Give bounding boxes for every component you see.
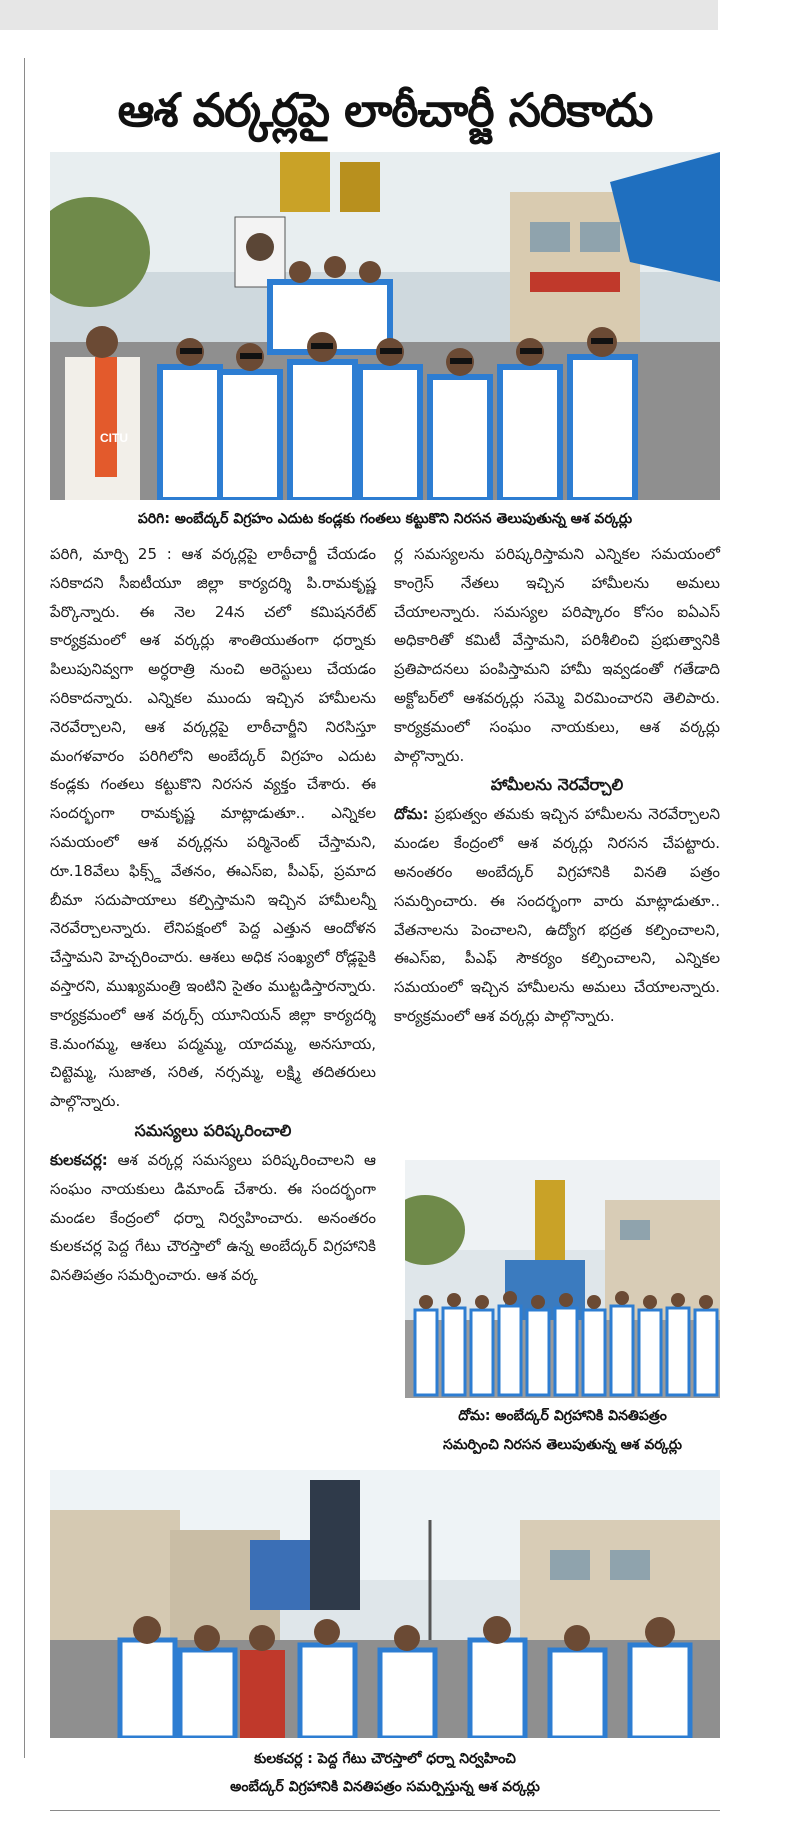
paragraph: కులకచర్ల: ఆశ వర్కర్ల సమస్యలు పరిష్కరించాలని ఆ సంఘం నాయకులు డిమాండ్ చేశారు. ఈ సందర్భంగా మండల కేంద్రంలో ధర్నా నిర్వహించారు. అనంతరం కులకచర్ల పెద్ద గేటు చౌరస్తాలో ఉన్న అంబేద్కర్ విగ్రహానికి వినతిపత్రం సమర్పించారు. ఆశ వర్క bbox=[50, 1150, 376, 1285]
column-rule bbox=[24, 58, 25, 1758]
paragraph: ర్ల సమస్యలను పరిష్కరిస్తామని ఎన్నికల సమయంలో కాంగ్రెస్ నేతలు ఇచ్చిన హామీలను అమలు చేయాలన్నారు. సమస్యల పరిష్కారం కోసం ఐఏఎస్ అధికారితో కమిటీ వేస్తామని, పరిశీలించి ప్రభుత్వానికి ప్రతిపాదనలు పంపిస్తామని హామీ ఇవ్వడంతో గతేడాది అక్టోబర్‌లో ఆశవర్కర్లు సమ్మె విరమించారని తెలిపారు. కార్యక్రమంలో సంఘం నాయకులు, ఆశ వర్కర్లు పాల్గొన్నారు. bbox=[394, 545, 720, 765]
sash-text: CITU bbox=[100, 431, 128, 445]
column-left bbox=[50, 540, 376, 1290]
paragraph: దోమ: ప్రభుత్వం తమకు ఇచ్చిన హామీలను నెరవేర్చాలని మండల కేంద్రంలో ఆశ వర్కర్లు నిరసన చేపట్టారు. అనంతరం అంబేద్కర్ విగ్రహానికి వినతి పత్రం సమర్పించారు. ఈ సందర్భంగా వారు మాట్లాడుతూ.. వేతనాలను పెంచాలని, ఉద్యోగ భద్రత కల్పించాలని, ఈఎస్ఐ, పీఎఫ్ సౌకర్యం కల్పించాలని, ఎన్నికల సమయంలో ఇచ్చిన హామీలను అమలు చేయాలన్నారు. కార్యక్రమంలో ఆశ వర్కర్లు పాల్గొన్నారు. bbox=[394, 805, 720, 1025]
paragraph: పరిగి, మార్చి 25 : ఆశ వర్కర్లపై లాఠీచార్జీ చేయడం సరికాదని సీఐటీయూ జిల్లా కార్యదర్శి పి.రామకృష్ణ పేర్కొన్నారు. ఈ నెల 24న చలో కమిషనరేట్ కార్యక్రమంలో ఆశ వర్కర్లు శాంతియుతంగా ధర్నాకు పిలుపునివ్వగా అర్ధరాత్రి నుంచి అరెస్టులు చేయడం సరికాదన్నారు. ఎన్నికల ముందు ఇచ్చిన హామీలను నెరవేర్చాలని, ఆశ వర్కర్లపై లాఠీచార్జీని నిరసిస్తూ మంగళవారం పరిగిలోని అంబేద్కర్ విగ్రహం ఎదుట కండ్లకు గంతలు కట్టుకొని నిరసన వ్యక్తం చేశారు. ఈ సందర్భంగా రామకృష్ణ మాట్లాడుతూ.. ఎన్నికల సమయంలో ఆశ వర్కర్లను పర్మినెంట్ చేస్తామని, రూ.18వేలు ఫిక్స్డ్ వేతనం, ఈఎస్ఐ, పీఎఫ్, ప్రమాద బీమా సదుపాయాలు కల్పిస్తామని ఇచ్చిన హామీలన్నీ నెరవేర్చాలన్నారు. లేనిపక్షంలో పెద్ద ఎత్తున ఆందోళన చేస్తామని హెచ్చరించారు. ఆశలు అధిక సంఖ్యలో రోడ్లపైకి వస్తారని, ముఖ్యమంత్రి ఇంటిని సైతం ముట్టడిస్తారన్నారు. కార్యక్రమంలో ఆశ వర్కర్స్ యూనియన్ జిల్లా కార్యదర్శి కె.మంగమ్మ, ఆశలు పద్మమ్మ, యాదమ్మ, అనసూయ, చిట్టెమ్మ, సుజాత, సరిత, నర్సమ్మ, లక్ష్మి తదితరులు పాల్గొన్నారు. bbox=[50, 545, 376, 1111]
headline: ఆశ వర్కర్లపై లాఠీచార్జీ సరికాదు bbox=[117, 83, 653, 137]
top-bar bbox=[0, 0, 718, 30]
photo-top-caption: పరిగి: అంబేద్కర్ విగ్రహం ఎదుట కండ్లకు గంతలు కట్టుకొని నిరసన తెలుపుతున్న ఆశ వర్కర్లు bbox=[137, 511, 633, 527]
subheading: సమస్యలు పరిష్కరించాలి bbox=[134, 1120, 292, 1140]
dateline: దోమ: bbox=[394, 805, 429, 824]
photo-mid-caption-line1: దోమ: అంబేద్కర్ విగ్రహానికి వినతిపత్రం bbox=[458, 1408, 667, 1424]
photo-mid-caption-line2: సమర్పించి నిరసన తెలుపుతున్న ఆశ వర్కర్లు bbox=[443, 1437, 682, 1453]
column-right bbox=[394, 540, 720, 1031]
dateline: కులకచర్ల: bbox=[50, 1150, 108, 1169]
photo-bottom-caption-line1: కులకచర్ల : పెద్ద గేటు చౌరస్తాలో ధర్నా నిర్వహించి bbox=[254, 1751, 516, 1767]
bottom-rule bbox=[50, 1810, 720, 1811]
photo-bottom-caption-line2: అంబేద్కర్ విగ్రహానికి వినతిపత్రం సమర్పిస్తున్న ఆశ వర్కర్లు bbox=[230, 1779, 540, 1795]
subheading: హామీలను నెరవేర్చాలి bbox=[490, 775, 624, 795]
photo-mid bbox=[405, 1160, 720, 1398]
photo-top bbox=[50, 152, 720, 500]
photo-bottom bbox=[50, 1470, 720, 1738]
